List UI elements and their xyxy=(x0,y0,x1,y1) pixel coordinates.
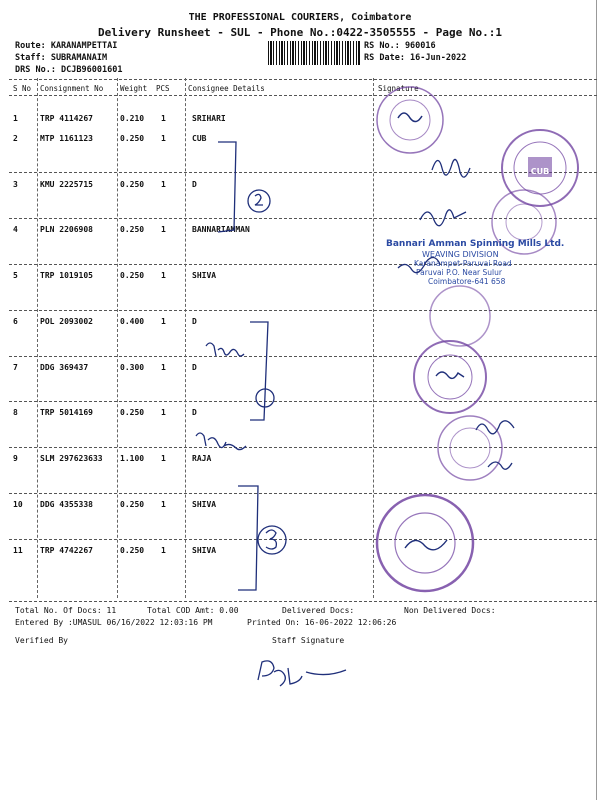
rs-number: RS No.: 960016 xyxy=(364,41,436,51)
bannari-name: Bannari Amman Spinning Mills Ltd. xyxy=(386,239,565,249)
col-header-weight: Weight xyxy=(120,84,148,93)
cell-weight: 0.250 xyxy=(120,408,145,417)
runsheet-subtitle: Delivery Runsheet - SUL - Phone No.:0422-3505555 - Page No.:1 xyxy=(98,26,502,39)
entered-by: Entered By :UMASUL 06/16/2022 12:03:16 PM xyxy=(15,618,213,627)
cell-consignee: SHIVA xyxy=(192,500,217,509)
shiva-partial-stamp xyxy=(430,286,490,346)
cell-sno: 5 xyxy=(13,271,18,280)
cell-pcs: 1 xyxy=(161,271,166,280)
cell-weight: 0.250 xyxy=(120,180,145,189)
cell-consignee: SRIHARI xyxy=(192,114,226,123)
cell-consignment: PLN 2206908 xyxy=(40,225,93,234)
cell-weight: 1.100 xyxy=(120,454,145,463)
cell-sno: 1 xyxy=(13,114,18,123)
cell-pcs: 1 xyxy=(161,454,166,463)
cell-pcs: 1 xyxy=(161,500,166,509)
cell-consignee: CUB xyxy=(192,134,207,143)
cell-consignment: KMU 2225715 xyxy=(40,180,93,189)
cell-consignee: D xyxy=(192,363,197,372)
col-header-pcs: PCS xyxy=(156,84,170,93)
cell-weight: 0.250 xyxy=(120,271,145,280)
cell-consignee: BANNARIAMMAN xyxy=(192,225,250,234)
cell-consignment: TRP 1019105 xyxy=(40,271,93,280)
cell-consignment: TRP 4742267 xyxy=(40,546,93,555)
non-delivered-docs: Non Delivered Docs: xyxy=(404,606,496,615)
cell-pcs: 1 xyxy=(161,317,166,326)
cell-weight: 0.210 xyxy=(120,114,145,123)
printed-on: Printed On: 16-06-2022 12:06:26 xyxy=(247,618,397,627)
signatures xyxy=(196,142,514,686)
cell-sno: 6 xyxy=(13,317,18,326)
col-header-signature: Signature xyxy=(378,84,419,93)
cell-consignee: RAJA xyxy=(192,454,212,463)
staff-signature-label: Staff Signature xyxy=(272,636,345,645)
cell-consignment: TRP 4114267 xyxy=(40,114,93,123)
cell-consignee: SHIVA xyxy=(192,271,217,280)
col-header-consignment: Consignment No xyxy=(40,84,104,93)
cell-pcs: 1 xyxy=(161,225,166,234)
cell-sno: 11 xyxy=(13,546,23,555)
col-header-sno: S No xyxy=(13,84,32,93)
cell-pcs: 1 xyxy=(161,114,166,123)
cell-pcs: 1 xyxy=(161,408,166,417)
staff-label: Staff: SUBRAMANAIM xyxy=(15,53,108,63)
cub-mark: CUB xyxy=(530,167,550,176)
bannari-address3: Coimbatore-641 658 xyxy=(428,277,506,286)
shiva-texyarn-ltd-stamp xyxy=(377,495,473,591)
cell-consignment: TRP 5014169 xyxy=(40,408,93,417)
bannari-address1: Karanampet-Paruvai Road xyxy=(414,259,512,268)
cell-pcs: 1 xyxy=(161,180,166,189)
bannari-division: WEAVING DIVISION xyxy=(422,250,499,259)
total-docs: Total No. Of Docs: 11 xyxy=(15,606,117,615)
cell-weight: 0.250 xyxy=(120,500,145,509)
cell-sno: 7 xyxy=(13,363,18,372)
cell-weight: 0.250 xyxy=(120,134,145,143)
cell-weight: 0.300 xyxy=(120,363,145,372)
cell-consignee: D xyxy=(192,180,197,189)
cell-weight: 0.250 xyxy=(120,546,145,555)
srihari-stamp xyxy=(377,87,443,153)
cell-sno: 2 xyxy=(13,134,18,143)
drs-label: DRS No.: DCJB96001601 xyxy=(15,65,123,75)
cell-consignment: MTP 1161123 xyxy=(40,134,93,143)
cell-sno: 3 xyxy=(13,180,18,189)
cell-sno: 4 xyxy=(13,225,18,234)
cell-consignee: D xyxy=(192,408,197,417)
cell-consignment: SLM 297623633 xyxy=(40,454,103,463)
shiva-tex-yarn-stamp xyxy=(414,341,486,413)
route-label: Route: KARANAMPETTAI xyxy=(15,41,118,51)
total-cod: Total COD Amt: 0.00 xyxy=(147,606,239,615)
cell-consignee: SHIVA xyxy=(192,546,217,555)
cell-sno: 8 xyxy=(13,408,18,417)
bannari-address2: Paruvai P.O. Near Sulur xyxy=(416,268,502,277)
cell-consignment: POL 2093002 xyxy=(40,317,93,326)
col-header-consignee: Consignee Details xyxy=(188,84,265,93)
shiva-texyarn-stamp-2 xyxy=(438,416,502,480)
cell-consignment: DDG 369437 xyxy=(40,363,89,372)
company-title: THE PROFESSIONAL COURIERS, Coimbatore xyxy=(188,12,412,23)
cell-consignment: DDG 4355338 xyxy=(40,500,93,509)
cell-sno: 10 xyxy=(13,500,23,509)
delivered-docs: Delivered Docs: xyxy=(282,606,355,615)
cell-pcs: 1 xyxy=(161,134,166,143)
bannari-stamp xyxy=(386,239,564,286)
cell-consignee: D xyxy=(192,317,197,326)
cell-pcs: 1 xyxy=(161,546,166,555)
rs-date: RS Date: 16-Jun-2022 xyxy=(364,53,467,63)
cell-sno: 9 xyxy=(13,454,18,463)
cell-weight: 0.250 xyxy=(120,225,145,234)
cell-weight: 0.400 xyxy=(120,317,145,326)
cell-pcs: 1 xyxy=(161,363,166,372)
verified-by: Verified By xyxy=(15,636,68,645)
